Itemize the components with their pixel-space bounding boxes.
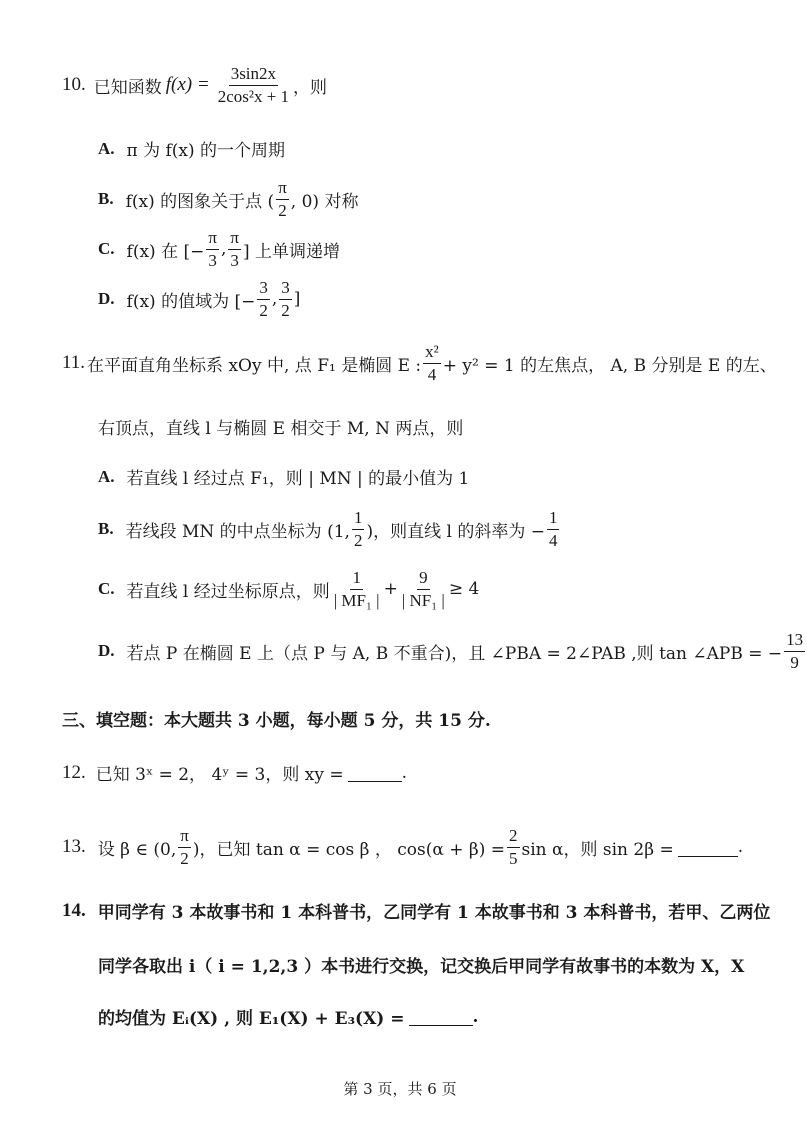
q11-stem-line1 <box>62 342 777 384</box>
q11-stem-line2 <box>98 414 463 439</box>
q13 <box>62 826 743 868</box>
q11-option-d-text-a: 若点 P 在椭圆 E 上（点 P 与 A, B 不重合)，且 ∠PBA = 2∠PAB ,则 tan ∠APB = − <box>126 643 783 664</box>
q10-option-c-mid: , <box>220 239 227 260</box>
q10-option-d-f2-num: 3 <box>279 278 292 300</box>
q10-option-b-frac-num: π <box>276 178 289 200</box>
q10-frac-den: 2cos²x + 1 <box>217 86 290 106</box>
q14-line2-text: 同学各取出 i（ i = 1,2,3 ）本书进行交换，记交换后甲同学有故事书的本数为 X，X <box>98 957 745 977</box>
q10-option-a <box>98 136 285 161</box>
q11-option-b-f1-num: 1 <box>352 508 365 530</box>
q11-option-d-f1-den: 9 <box>790 652 799 672</box>
q10-fraction <box>216 64 291 106</box>
q11-option-d-label: D. <box>98 641 115 661</box>
q13-text-b: )，已知 tan α = cos β ， cos(α + β) = <box>192 839 505 860</box>
q12-number: 12. <box>62 761 86 783</box>
q11-option-b-f2-den: 4 <box>548 530 558 550</box>
q10-option-d-label: D. <box>98 289 115 309</box>
q11-option-c-label: C. <box>98 579 115 599</box>
q11-option-d-frac1 <box>784 630 805 672</box>
q10-option-d-mid: , <box>271 289 278 310</box>
q11-option-c-f2-den: | NF₁ | <box>401 590 445 610</box>
q10-option-b-text-a: f(x) 的图象关于点 ( <box>125 191 275 212</box>
q10-option-c-text-b: ] 上单调递增 <box>242 241 340 262</box>
q11-option-b-frac1 <box>352 508 365 550</box>
q11-option-a-label: A. <box>98 466 115 486</box>
q11-option-d <box>98 630 807 672</box>
q11-option-c-frac2 <box>400 568 447 610</box>
page-footer <box>0 1078 800 1099</box>
q11-option-b-text-a: 若线段 MN 的中点坐标为 (1, <box>125 521 350 542</box>
q11-option-b-text-b: )，则直线 l 的斜率为 − <box>366 521 545 542</box>
q11-stem-b: + y² = 1 的左焦点， A, B 分别是 E 的左、 <box>442 355 777 376</box>
q10-option-c-f1-den: 3 <box>208 250 217 270</box>
q10-option-d-f1-num: 3 <box>257 278 270 300</box>
q14-answer-blank[interactable] <box>409 1007 473 1026</box>
q14-number: 14. <box>62 899 86 921</box>
q10-option-b-text-b: , 0) 对称 <box>290 191 359 212</box>
q11-frac-den: 4 <box>427 364 437 384</box>
q10-number: 10. <box>62 74 86 96</box>
section-three-heading <box>62 706 491 731</box>
q11-frac-num: x² <box>423 342 441 364</box>
q13-text-c: sin α，则 sin 2β = <box>521 839 674 860</box>
q11-stem-line2-text: 右顶点，直线 l 与椭圆 E 相交于 M, N 两点，则 <box>98 419 464 439</box>
q11-option-c-plus: + <box>383 579 398 600</box>
q10-option-c-label: C. <box>98 239 115 259</box>
q10-func: f(x) = <box>165 74 210 96</box>
q13-number: 13. <box>62 836 86 858</box>
q13-f2-den: 5 <box>509 848 518 868</box>
q10-option-d <box>98 278 300 320</box>
q11-option-c-frac1 <box>332 568 382 610</box>
q10-option-c-f2-num: π <box>228 228 241 250</box>
q11-option-b-f2-num: 1 <box>547 508 560 530</box>
q14-line1 <box>62 898 770 923</box>
q13-f1-num: π <box>178 826 191 848</box>
q11-option-b-f1-den: 2 <box>353 530 363 550</box>
q14-line3-text: 的均值为 Eᵢ(X) , 则 E₁(X) + E₃(X) = <box>98 1009 405 1029</box>
q11-fraction <box>423 342 441 384</box>
q13-frac2 <box>507 826 520 868</box>
q10-option-b-frac-den: 2 <box>278 200 287 220</box>
q10-stem-suffix: ，则 <box>293 77 328 98</box>
q13-f1-den: 2 <box>180 848 189 868</box>
q10-option-b-fraction <box>276 178 289 220</box>
q11-option-d-f1-num: 13 <box>784 630 805 652</box>
q10-option-c-f2-den: 3 <box>230 250 239 270</box>
q10-option-a-text: π 为 f(x) 的一个周期 <box>126 141 286 161</box>
q10-stem-prefix: 已知函数 <box>93 77 162 98</box>
q10-option-d-frac2 <box>279 278 292 320</box>
q10-option-c-frac2 <box>228 228 241 270</box>
q12-text: 已知 3ˣ = 2， 4ʸ = 3，则 xy = <box>95 765 344 785</box>
q10-option-d-frac1 <box>257 278 270 320</box>
q11-option-c-f1-num: 1 <box>350 568 363 590</box>
q10-option-a-label: A. <box>98 138 115 158</box>
q10-option-c-text-a: f(x) 在 [− <box>126 241 205 262</box>
q14-line3 <box>98 1004 478 1029</box>
q11-option-c <box>98 568 479 610</box>
q11-option-c-f2-num: 9 <box>417 568 430 590</box>
q10-option-c <box>98 228 340 270</box>
q11-option-b-label: B. <box>98 519 114 539</box>
q11-option-c-f1-den: | MF₁ | <box>333 590 380 610</box>
q10-option-c-frac1 <box>206 228 219 270</box>
q13-frac1 <box>178 826 191 868</box>
section-three-heading-text: 三、填空题：本大题共 3 小题，每小题 5 分，共 15 分. <box>62 711 491 731</box>
q10-stem <box>62 64 327 106</box>
q13-text-a: 设 β ∈ (0, <box>97 839 177 860</box>
q11-number: 11. <box>62 352 86 374</box>
page-number-text: 第 3 页，共 6 页 <box>343 1080 457 1098</box>
q12 <box>62 760 407 785</box>
q11-option-c-text-b: ≥ 4 <box>448 579 480 600</box>
q10-option-d-text-a: f(x) 的值域为 [− <box>126 291 256 312</box>
q13-f2-num: 2 <box>507 826 520 848</box>
q10-option-c-f1-num: π <box>206 228 219 250</box>
q10-option-d-text-b: ] <box>293 289 301 310</box>
q13-answer-blank[interactable] <box>678 838 738 857</box>
q11-option-b <box>98 508 561 550</box>
q14-end: . <box>472 1006 479 1027</box>
q12-end: . <box>401 762 407 783</box>
q11-option-b-frac2 <box>547 508 560 550</box>
q11-option-a <box>98 464 469 489</box>
q14-line1-text: 甲同学有 3 本故事书和 1 本科普书，乙同学有 1 本故事书和 3 本科普书，若甲、乙两位 <box>97 903 771 923</box>
q11-stem-a: 在平面直角坐标系 xOy 中, 点 F₁ 是椭圆 E : <box>87 355 422 376</box>
q10-option-d-f1-den: 2 <box>259 300 268 320</box>
q11-option-a-text: 若直线 l 经过点 F₁，则 | MN | 的最小值为 1 <box>126 469 470 489</box>
q10-option-b-label: B. <box>98 189 114 209</box>
q13-end: . <box>737 837 744 858</box>
q14-line2 <box>98 952 744 977</box>
q10-option-b <box>98 178 358 220</box>
q11-option-c-text-a: 若直线 l 经过坐标原点，则 <box>126 581 330 602</box>
q12-answer-blank[interactable] <box>348 763 402 782</box>
q10-option-d-f2-den: 2 <box>281 300 290 320</box>
q10-frac-num: 3sin2x <box>229 64 278 86</box>
